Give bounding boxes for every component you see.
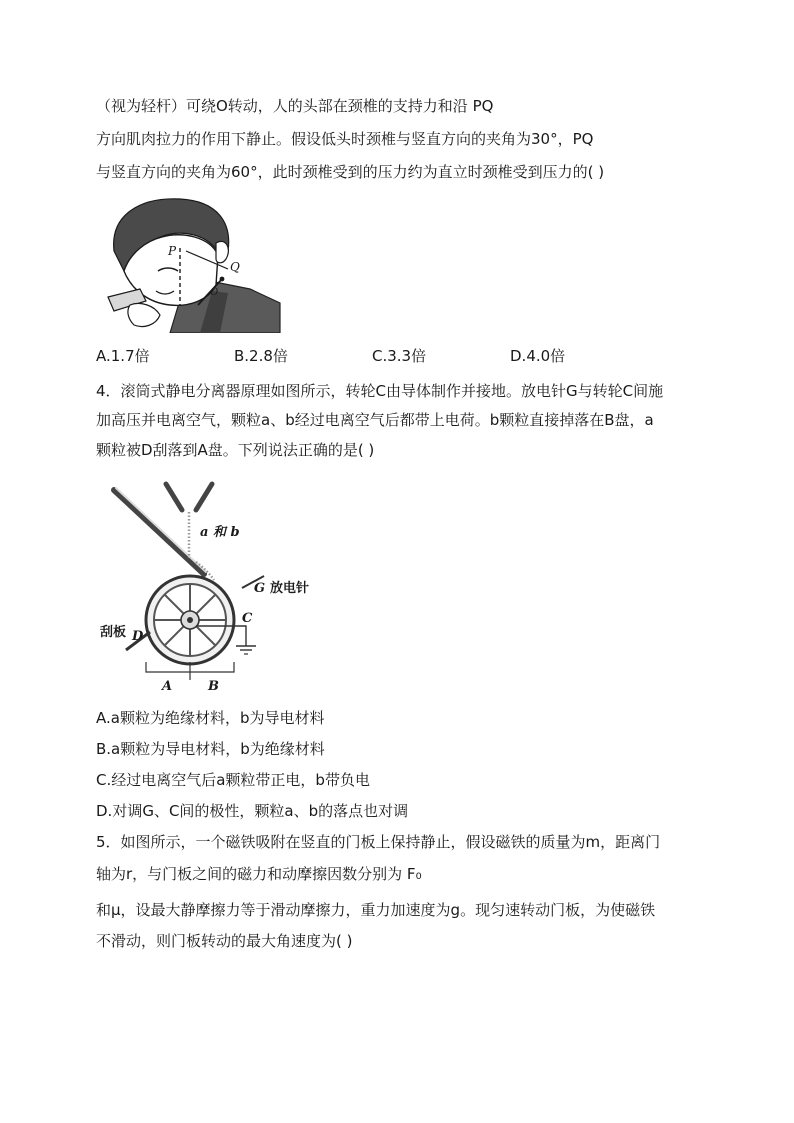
q5-text-line-4: 不滑动，则门板转动的最大角速度为( ) [96,932,353,950]
q3-option-b[interactable]: B.2.8倍 [234,347,288,365]
q4-text-line-2: 加高压并电离空气，颗粒a、b经过电离空气后都带上电荷。b颗粒直接掉落在B盘，a [96,411,654,429]
q5-text-line-3: 和μ，设最大静摩擦力等于滑动摩擦力，重力加速度为g。现匀速转动门板，为使磁铁 [96,901,656,919]
q3-text-line-1: （视为轻杆）可绕O转动，人的头部在颈椎的支持力和沿 PQ [96,97,494,115]
hopper-left [166,484,182,510]
label-q: Q [230,260,240,274]
label-d: D [132,629,144,644]
label-ab: a 和 b [200,525,240,540]
q4-figure-separator [96,476,326,700]
q4-text-line-3: 颗粒被D刮落到A盘。下列说法正确的是( ) [96,441,375,459]
q3-option-d[interactable]: D.4.0倍 [510,347,566,365]
hopper-right [196,484,212,510]
label-needle: 放电针 [270,581,310,596]
q3-option-c[interactable]: C.3.3倍 [372,347,427,365]
hand-shape [128,303,160,326]
q5-text-line-2: 轴为r，与门板之间的磁力和动摩擦因数分别为 F₀ [96,865,422,883]
drum-axle [187,617,193,623]
q4-text-line-1: 4．滚筒式静电分离器原理如图所示，转轮C由导体制作并接地。放电针G与转轮C间施 [96,382,664,400]
label-c: C [242,611,253,626]
q3-figure-person [100,193,282,333]
q4-option-d[interactable]: D.对调G、C间的极性，颗粒a、b的落点也对调 [96,802,409,820]
label-scraper: 刮板 [100,625,127,640]
q4-option-b[interactable]: B.a颗粒为导电材料，b为绝缘材料 [96,740,325,758]
label-p: P [168,244,177,258]
o-point [220,277,225,282]
q3-option-a[interactable]: A.1.7倍 [96,347,150,365]
q3-text-line-2: 方向肌肉拉力的作用下静止。假设低头时颈椎与竖直方向的夹角为30°，PQ [96,130,594,148]
label-g: G [254,581,266,596]
q3-text-line-3: 与竖直方向的夹角为60°，此时颈椎受到的压力约为直立时颈椎受到压力的( ) [96,163,605,181]
q5-text-line-1: 5．如图所示，一个磁铁吸附在竖直的门板上保持静止，假设磁铁的质量为m，距离门 [96,833,661,851]
chute-highlight [116,488,206,572]
chute-plate [114,490,204,574]
label-a: A [162,679,173,694]
label-o: O [210,287,219,298]
q4-option-c[interactable]: C.经过电离空气后a颗粒带正电，b带负电 [96,771,370,789]
label-b: B [208,679,219,694]
ear-shape [216,241,228,262]
q4-option-a[interactable]: A.a颗粒为绝缘材料，b为导电材料 [96,709,325,727]
